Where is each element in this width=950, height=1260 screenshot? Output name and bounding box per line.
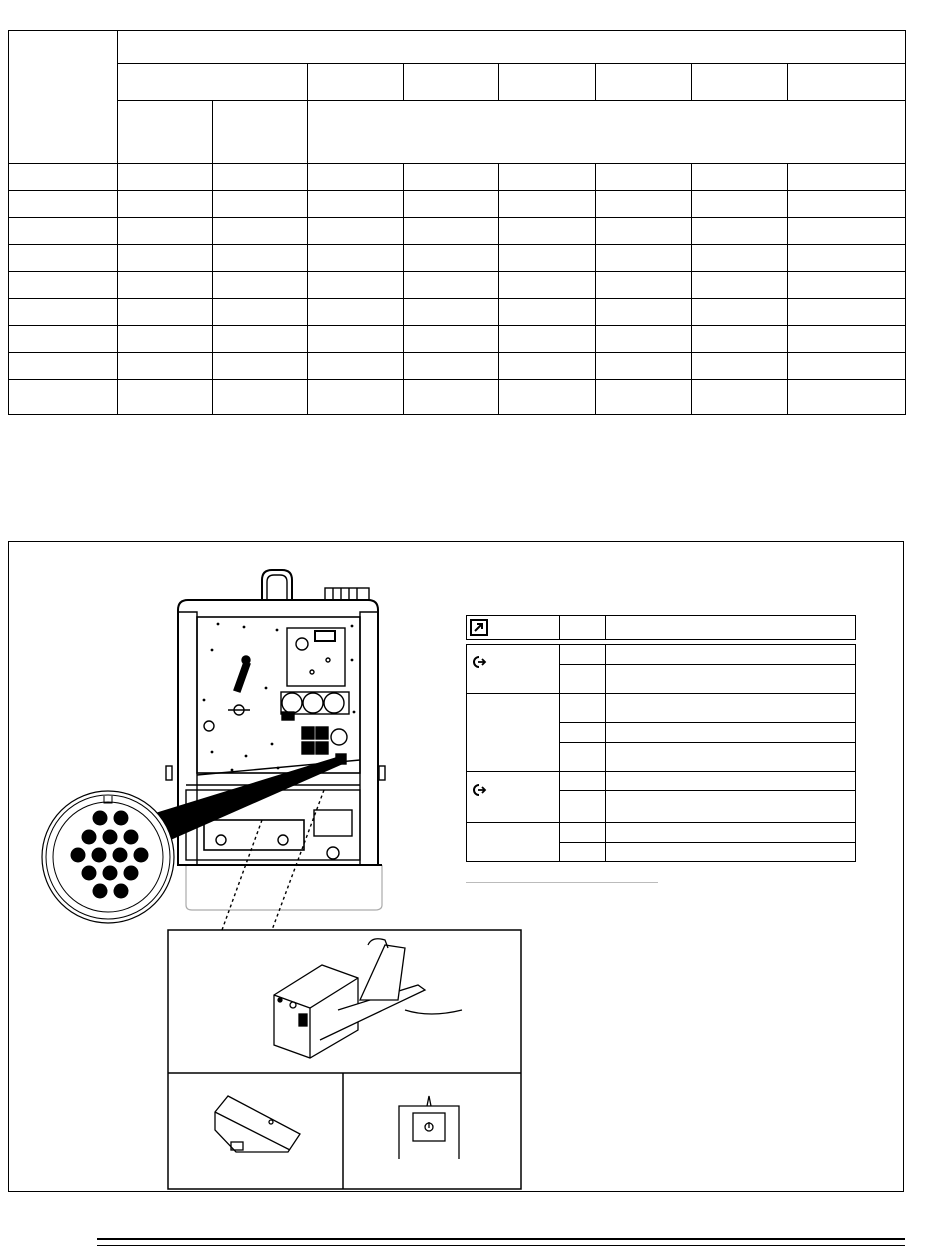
remote-output-icon	[470, 782, 488, 798]
footer-rule	[97, 1238, 905, 1240]
accessory-panel	[168, 930, 521, 1189]
remote-14-pin-socket	[42, 791, 174, 923]
remote-output-icon	[470, 654, 488, 670]
pin-legend-body	[466, 644, 856, 862]
footer-rule-thin	[97, 1245, 905, 1246]
arrow-in-box-icon	[470, 619, 488, 636]
pin-legend-header	[466, 615, 856, 640]
divider-line	[466, 882, 658, 883]
